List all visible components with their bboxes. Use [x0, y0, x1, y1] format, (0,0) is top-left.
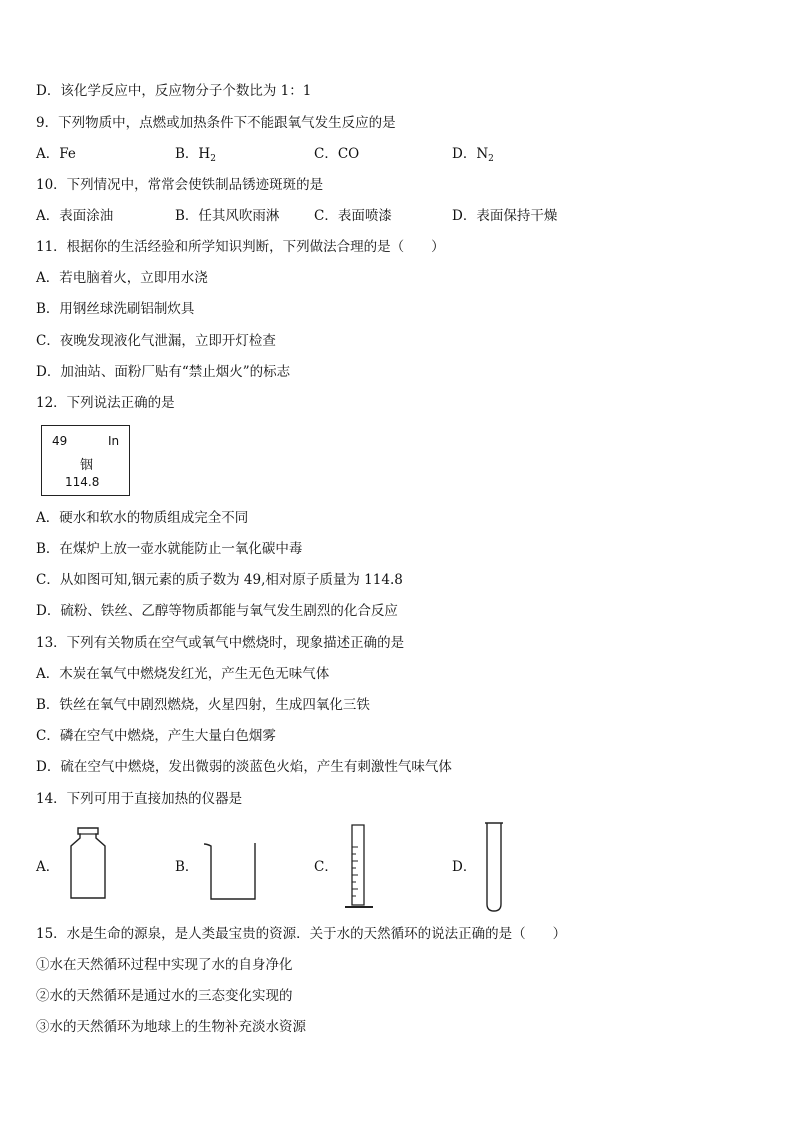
q12-option-b: B．在煤炉上放一壶水就能防止一氧化碳中毒 — [36, 541, 303, 557]
q11-option-d: D．加油站、面粉厂贴有“禁止烟火”的标志 — [36, 364, 291, 380]
q12-stem: 12．下列说法正确的是 — [36, 395, 175, 411]
q10-stem: 10．下列情况中，常常会使铁制品锈迹斑斑的是 — [36, 177, 324, 193]
q8-option-d: D．该化学反应中，反应物分子个数比为 1：1 — [36, 83, 312, 99]
q10-option-b: B．任其风吹雨淋 — [175, 208, 280, 224]
q9-option-d: D．$N_2$ — [452, 146, 494, 164]
q9-option-c: C．CO — [314, 146, 360, 162]
q12-option-a: A．硬水和软水的物质组成完全不同 — [36, 510, 249, 526]
q9-option-b: B．$H_2$ — [175, 146, 216, 164]
q14-option-b-label: B． — [175, 859, 199, 875]
q15-statement-2: ②水的天然循环是通过水的三态变化实现的 — [36, 988, 293, 1004]
q15-stem: 15．水是生命的源泉，是人类最宝贵的资源．关于水的天然循环的说法正确的是（ ） — [36, 926, 567, 942]
q14-option-d-label: D． — [452, 859, 477, 875]
q14-option-c-label: C． — [314, 859, 338, 875]
reagent-bottle-icon — [68, 826, 108, 900]
q9-stem: 9．下列物质中，点燃或加热条件下不能跟氧气发生反应的是 — [36, 115, 396, 131]
q13-option-b: B．铁丝在氧气中剧烈燃烧，火星四射，生成四氧化三铁 — [36, 697, 370, 713]
q13-stem: 13．下列有关物质在空气或氧气中燃烧时，现象描述正确的是 — [36, 635, 405, 651]
q11-stem: 11．根据你的生活经验和所学知识判断，下列做法合理的是（ ） — [36, 239, 445, 255]
q13-option-d: D．硫在空气中燃烧，发出微弱的淡蓝色火焰，产生有刺激性气味气体 — [36, 759, 452, 775]
q10-option-d: D．表面保持干燥 — [452, 208, 558, 224]
element-atomic-number: 49 — [52, 434, 68, 448]
q14-stem: 14．下列可用于直接加热的仪器是 — [36, 791, 243, 807]
q13-option-a: A．木炭在氧气中燃烧发红光，产生无色无味气体 — [36, 666, 330, 682]
q11-option-b: B．用钢丝球洗刷铝制炊具 — [36, 301, 195, 317]
element-card-indium — [41, 425, 130, 496]
q10-option-c: C．表面喷漆 — [314, 208, 392, 224]
graduated-cylinder-icon — [342, 823, 376, 911]
q15-statement-1: ①水在天然循环过程中实现了水的自身净化 — [36, 957, 293, 973]
q15-statement-3: ③水的天然循环为地球上的生物补充淡水资源 — [36, 1019, 306, 1035]
element-symbol: In — [108, 434, 120, 448]
q9-option-a: A．Fe — [36, 146, 76, 162]
element-name: 铟 — [80, 458, 94, 473]
q12-option-c: C．从如图可知,铟元素的质子数为 49,相对原子质量为 114.8 — [36, 572, 403, 588]
test-tube-icon — [482, 820, 506, 914]
q10-option-a: A．表面涂油 — [36, 208, 114, 224]
q14-option-a-label: A． — [36, 859, 60, 875]
q11-option-a: A．若电脑着火，立即用水浇 — [36, 270, 208, 286]
q11-option-c: C．夜晚发现液化气泄漏，立即开灯检查 — [36, 333, 276, 349]
beaker-icon — [203, 840, 263, 902]
element-atomic-mass: 114.8 — [65, 475, 100, 489]
q13-option-c: C．磷在空气中燃烧，产生大量白色烟雾 — [36, 728, 276, 744]
q12-option-d: D．硫粉、铁丝、乙醇等物质都能与氧气发生剧烈的化合反应 — [36, 603, 398, 619]
